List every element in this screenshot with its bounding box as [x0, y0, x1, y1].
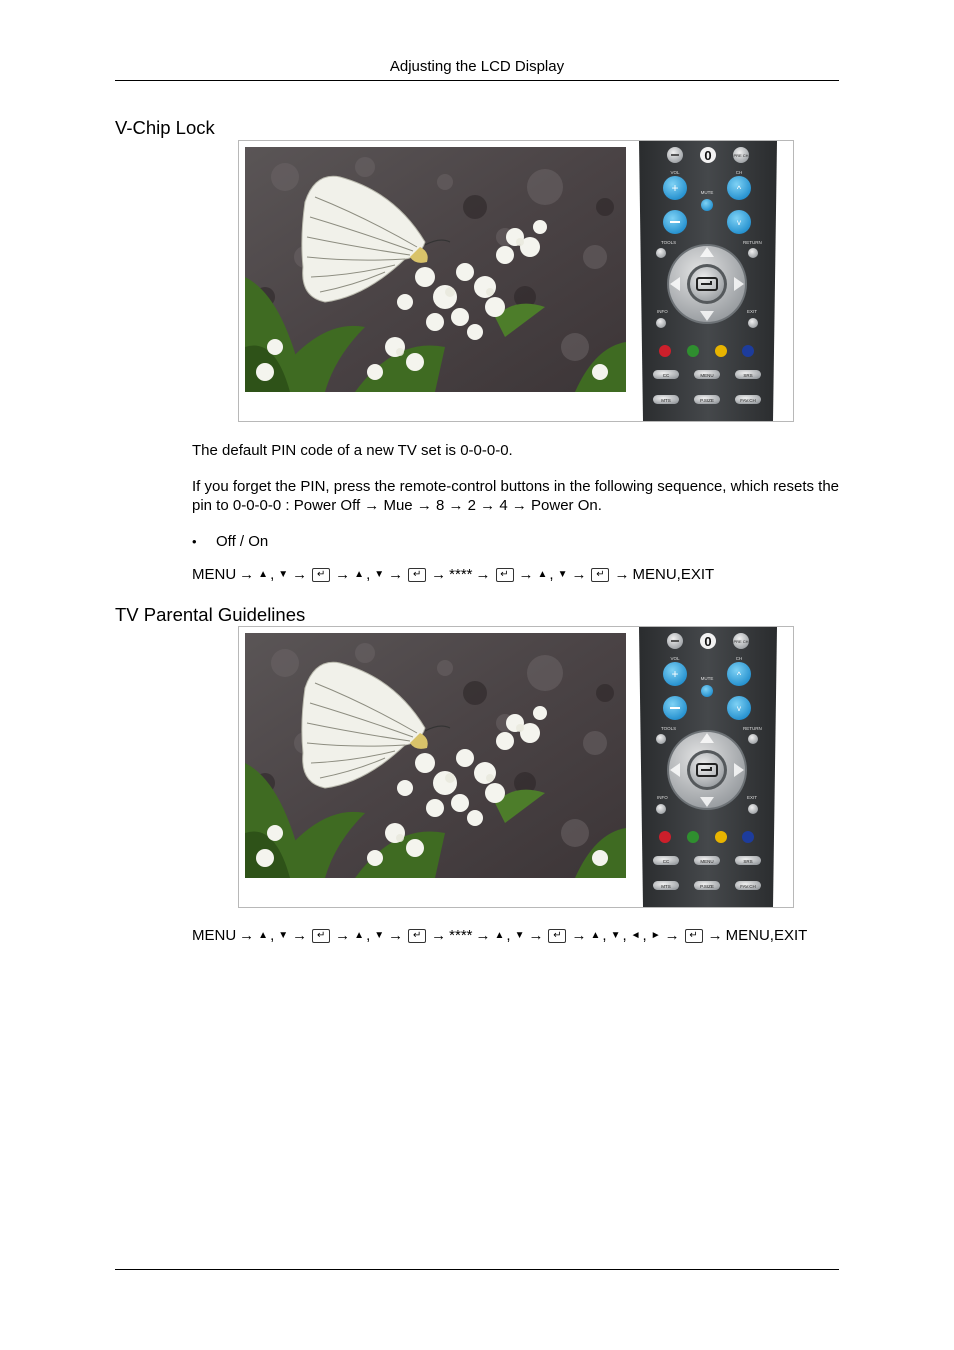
remote-cc-label: CC	[662, 859, 670, 864]
remote-exit-label: EXIT	[747, 795, 758, 800]
seq-arrow: →	[614, 566, 630, 583]
remote-exit-label: EXIT	[747, 309, 758, 314]
down-arrow-icon: ▼	[557, 569, 568, 580]
vchip-menu-sequence	[192, 566, 852, 583]
seq-menu: MENU	[192, 927, 237, 944]
enter-key-icon: ↵	[685, 929, 703, 943]
seq-stars: ****	[449, 927, 473, 944]
remote-prech-label: PRE CH	[733, 153, 749, 158]
seq-arrow: →	[335, 927, 351, 944]
up-arrow-icon: ▲	[537, 569, 548, 580]
remote-menu-label: MENU	[700, 373, 714, 378]
seq-comma: ,	[270, 927, 275, 944]
seq-arrow: →	[292, 566, 308, 583]
down-arrow-icon: ▼	[514, 930, 525, 941]
remote-cc-label: CC	[662, 373, 670, 378]
seq-comma: ,	[549, 566, 554, 583]
seq-comma: ,	[366, 927, 371, 944]
remote-tools-label: TOOLS	[661, 726, 677, 731]
down-arrow-icon: ▼	[278, 569, 289, 580]
svg-text:+: +	[671, 667, 679, 681]
remote-mts-label: MTS	[661, 398, 671, 403]
seq-arrow: →	[571, 927, 587, 944]
left-arrow-icon: ◄	[630, 930, 641, 941]
svg-text:v: v	[737, 218, 741, 227]
remote-favch-label: FAV.CH	[740, 884, 756, 889]
remote-return-label: RETURN	[743, 726, 762, 731]
enter-key-icon: ↵	[496, 568, 514, 582]
enter-key-icon: ↵	[408, 929, 426, 943]
seq-comma: ,	[506, 927, 511, 944]
remote-favch-label: FAV.CH	[740, 398, 756, 403]
enter-key-icon: ↵	[312, 929, 330, 943]
seq-comma: ,	[270, 566, 275, 583]
footer-rule	[115, 1269, 839, 1270]
seq-arrow: →	[292, 927, 308, 944]
up-arrow-icon: ▲	[258, 569, 269, 580]
bullet-off-on: Off / On	[216, 533, 269, 550]
seq-arrow: →	[431, 927, 447, 944]
remote-srs-label: SRS	[743, 859, 753, 864]
svg-text:v: v	[737, 704, 741, 713]
forgot-pin-paragraph: If you forget the PIN, press the remote-control buttons in the following sequence, which resets the pin to 0-0-0-0 : Power Off → Mue → 8 → 2 → 4 → Power On.	[192, 478, 840, 514]
enter-key-icon: ↵	[312, 568, 330, 582]
remote-zero-key: 0	[704, 148, 712, 163]
remote-menu-label: MENU	[700, 859, 714, 864]
seq-arrow: →	[431, 566, 447, 583]
up-arrow-icon: ▲	[494, 930, 505, 941]
seq-arrow: →	[518, 566, 534, 583]
remote-info-label: INFO	[657, 309, 668, 314]
remote-return-label: RETURN	[743, 240, 762, 245]
header-rule	[115, 80, 839, 81]
remote-vol-label: VOL	[670, 656, 680, 661]
up-arrow-icon: ▲	[354, 930, 365, 941]
remote-srs-label: SRS	[743, 373, 753, 378]
enter-key-icon: ↵	[591, 568, 609, 582]
seq-menu: MENU	[192, 566, 237, 583]
remote-zero-key: 0	[704, 634, 712, 649]
right-arrow-icon: ►	[650, 930, 661, 941]
remote-psize-label: P.SIZE	[700, 398, 714, 403]
seq-arrow: →	[528, 927, 544, 944]
section-title-vchip-lock: V-Chip Lock	[115, 117, 215, 138]
seq-comma: ,	[622, 927, 627, 944]
tv-parental-menu-sequence	[192, 927, 852, 944]
remote-ch-label: CH	[735, 170, 743, 175]
seq-arrow: →	[239, 927, 255, 944]
up-arrow-icon: ▲	[354, 569, 365, 580]
enter-key-icon: ↵	[548, 929, 566, 943]
page-header-title: Adjusting the LCD Display	[389, 58, 565, 75]
bullet-dot: •	[192, 534, 197, 549]
remote-control-image	[637, 141, 779, 421]
seq-arrow: →	[475, 566, 491, 583]
seq-arrow: →	[475, 927, 491, 944]
seq-comma: ,	[366, 566, 371, 583]
seq-stars: ****	[449, 566, 473, 583]
remote-control-image	[637, 627, 779, 907]
enter-key-icon: ↵	[408, 568, 426, 582]
remote-psize-label: P.SIZE	[700, 884, 714, 889]
seq-comma: ,	[642, 927, 647, 944]
remote-tools-label: TOOLS	[661, 240, 677, 245]
remote-mute-label: MUTE	[700, 190, 714, 195]
section-title-tv-parental-guidelines: TV Parental Guidelines	[115, 604, 306, 625]
butterfly-photo	[245, 633, 626, 878]
svg-text:^: ^	[736, 670, 742, 680]
figure-vchip-lock	[238, 140, 794, 422]
up-arrow-icon: ▲	[258, 930, 269, 941]
seq-arrow: →	[335, 566, 351, 583]
remote-info-label: INFO	[657, 795, 668, 800]
seq-arrow: →	[664, 927, 680, 944]
down-arrow-icon: ▼	[610, 930, 621, 941]
seq-arrow: →	[571, 566, 587, 583]
default-pin-paragraph: The default PIN code of a new TV set is 0-0-0-0.	[192, 442, 513, 459]
remote-mts-label: MTS	[661, 884, 671, 889]
remote-vol-label: VOL	[670, 170, 680, 175]
down-arrow-icon: ▼	[374, 569, 385, 580]
svg-text:+: +	[671, 181, 679, 195]
up-arrow-icon: ▲	[590, 930, 601, 941]
figure-tv-parental-guidelines	[238, 626, 794, 908]
seq-arrow: →	[239, 566, 255, 583]
seq-comma: ,	[602, 927, 607, 944]
down-arrow-icon: ▼	[278, 930, 289, 941]
seq-arrow: →	[388, 927, 404, 944]
seq-arrow: →	[707, 927, 723, 944]
remote-prech-label: PRE CH	[733, 639, 749, 644]
seq-end: MENU,EXIT	[632, 566, 715, 583]
seq-arrow: →	[388, 566, 404, 583]
svg-text:^: ^	[736, 184, 742, 194]
remote-mute-label: MUTE	[700, 676, 714, 681]
seq-end: MENU,EXIT	[725, 927, 808, 944]
butterfly-photo	[245, 147, 626, 392]
down-arrow-icon: ▼	[374, 930, 385, 941]
remote-ch-label: CH	[735, 656, 743, 661]
